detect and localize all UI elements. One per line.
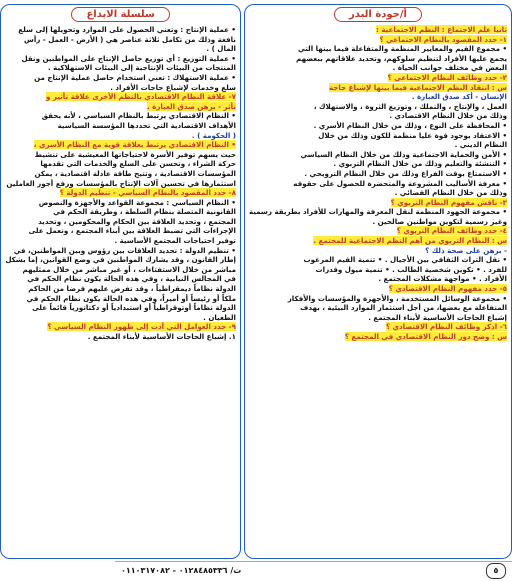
text-line-content: • نقل التراث الثقافي بين الأجيال . • تنمية القيم المرغوب [303,255,507,265]
text-line-content: س : النظام التربوي من أهم النظم الاجتماعية للمجتمع . [313,236,507,246]
text-line [5,198,236,208]
text-line [249,255,507,265]
text-line [5,63,236,73]
text-line [5,140,236,150]
text-line-content: • معرفة الأساليب المشروعة والمتحضرة للحصول على حقوقه [293,178,507,188]
text-line-content: تأثر - برهن صدق العبارة . [146,101,236,111]
text-line-content: س : وضح دور النظام الاقتصادي في المجتمع ؟ [344,332,507,341]
text-line-content: توفير احتياجات المجتمع الأساسية . [114,236,236,246]
text-line-content: حيث يسهم توفير الأسرة لاحتياجاتها المعيشية على تنشيط [34,149,236,159]
text-line-content: - برهن على صحة ذلك ؟ [425,245,507,255]
text-line-content: الإجراءات التي تضبط العلاقة بين أبناء المجتمع ، وتعمل على [28,226,236,236]
text-line-content: المتفاعلة مع بعضها، من أجل استثمار الموارد البيئية ، بهدف [300,303,507,313]
text-line-content: ٧- علاقة النظام الاقتصادي بالنظم الأخرى علاقة تأثير و [45,92,236,102]
text-line [5,217,236,227]
text-line-content: القانونية المتصلة بنظام السلطة ، وطريقة الحكم في [53,207,236,217]
text-line [5,322,236,332]
text-line [249,140,507,150]
text-line [5,54,236,64]
text-line-content: ٨- حدد المقصود بالنظام السياسي - تنظيم الدولة ؟ [59,188,236,198]
text-line-content: • الاعتقاد بوجود قوة عليا منظمة للكون وذلك من خلال [318,130,507,140]
text-line [249,226,507,236]
text-line-content: ٩- حدد العوامل التي أدت إلى ظهور النظام السياسي ؟ [47,322,236,332]
text-line-content: س : انتقاد النظم الاجتماعية فيما بينها لإشباع حاجة [328,82,507,92]
text-line-content: الطغيان . [203,312,236,322]
text-line [249,274,507,284]
text-line-content: إشباع الحاجات الأساسية لأبناء المجتمع . [368,312,507,322]
text-line [249,207,507,217]
text-line-content: الإنسان - أكد صدق العبارة . [411,92,507,102]
text-line [5,159,236,169]
text-line [5,102,236,112]
text-line-content: • التنشئة والتعليم وذلك من خلال النظام التربوي . [333,159,507,169]
text-line [249,131,507,141]
text-line-content: • مجموعة الجهود المنظمة لنقل المعرفة والمهارات للأفراد بطريقة رسمية [248,207,507,217]
text-line-content: • عملية الإنتاج : وتعني الحصول على الموارد وتحويلها إلى سلع [18,25,236,34]
text-line [5,92,236,102]
text-line-content: المجتمع ، وتحديد العلاقة بين الحكام والمحكومين ، وتحديد [38,216,236,226]
text-line [249,217,507,227]
text-line [5,332,236,342]
text-line [249,265,507,275]
right-column [244,4,512,559]
text-line [249,179,507,189]
text-line [249,25,507,35]
text-line [249,188,507,198]
text-line-content: الدولة نظاماً أوتوقراطياً أو استبدادياً أو دكتاتورياً قائماً على [32,303,236,313]
text-line-content: • الأمن والحماية الاجتماعية وذلك من خلال النظام السياسي [300,149,507,159]
text-line-content: • المحافظة على النوع ، وذلك من خلال النظام الأسري . [313,120,507,130]
text-line [5,131,236,141]
page-number: ٥ [486,563,506,579]
text-line-content: ١. إشباع الحاجات الأساسية لأبناء المجتمع . [87,332,236,341]
text-line-content: يجمع عليها الأفراد لتنظيم سلوكهم، وتحديد علاقاتهم ببعضهم [296,53,507,63]
text-line [5,121,236,131]
text-line [5,294,236,304]
text-line-content: وغير رسمية لتكوين مواطنين صالحين . [372,216,507,226]
text-line [249,332,507,342]
contact-phones: ت/ ٠١٢٨٤٨٥٣٣٦ - ٠١١٠٣١٧٠٨٢ [121,566,242,575]
text-line [249,294,507,304]
text-line [249,111,507,121]
text-line-content: ٦- اذكر وظائف النظام الاقتصادي ؟ [385,322,507,332]
worksheet-page [5,0,516,581]
text-line [249,92,507,102]
text-line-content: في المجالس النيابية ، وفي هذه الحالة يكون نظام الحكم في [27,274,236,284]
text-line [5,265,236,275]
column-body [5,25,236,342]
text-line-content: مباشر من خلال الاستفتاءات ، أو غير مباشر من خلال ممثليهم [22,264,236,274]
text-line [249,44,507,54]
text-line [5,179,236,189]
text-line-content: النظام الديني . [454,140,507,150]
text-line-content: نافعة وذلك من تكامل ثلاثة عناصر هي ( الأرض - العمل - رأس [24,34,236,44]
text-line [5,303,236,313]
text-line [249,35,507,45]
text-line [249,169,507,179]
text-line-content: • تنظيم الدولة : تحديد العلاقات بين رؤوس وبين المواطنين، في [13,245,236,255]
text-line-content: البعض في مختلف جوانب الحياة . [392,63,507,73]
text-line-content: حركة الشراء ، وتحسن على السلع والخدمات التي تقدمها [40,159,236,169]
text-line-content: إطار القانون ، وقد يشارك المواطنين في وضع القوانين، إما بشكل [5,255,236,265]
text-line [5,44,236,54]
text-line-content: • النظام السياسي : مجموعة القواعد والأجهزة والنصوص [38,197,236,207]
text-line-content: ٢- حدد وظائف النظام الاجتماعي ؟ [387,72,507,82]
text-line [249,322,507,332]
page-footer [115,561,512,579]
text-line-content: • الاستمتاع بوقت الفراغ وذلك من خلال النظام الترويحي . [304,168,507,178]
text-line-content: العمل ، والإنتاج ، والتملك ، وتوزيع الثروة ، والاستهلاك ، [313,101,507,111]
text-line [249,159,507,169]
text-line [249,83,507,93]
text-line [249,284,507,294]
text-line-content: ٤- حدد وظائف النظام التربوي ؟ [396,226,507,236]
text-line [5,207,236,217]
text-line [5,25,236,35]
text-line [5,83,236,93]
text-line-content: ملكاً أو رئيساً أو أميراً، وفي هذه الحالة يكون نظام الحكم في [26,293,236,303]
text-line [249,236,507,246]
text-line-content: • النظام الاقتصادي يرتبط بالنظام السياسي ، لأنه يحقق [41,111,236,121]
text-line [5,284,236,294]
column-header [249,7,507,22]
text-line [249,303,507,313]
left-column [0,4,241,559]
text-line-content: • مجموع القيم والمعايير المنظمة والمتفاعلة فيما بينها التي [297,44,507,54]
text-line-content: وذلك من خلال النظام القضائي . [394,188,507,198]
text-line [5,255,236,265]
text-line [5,35,236,45]
text-line-content: ١- حدد المقصود بالنظام الاجتماعي ؟ [379,34,507,44]
column-title: سلسلة الابداع [71,7,169,22]
text-line [5,169,236,179]
text-line-content: ثانيا علم الاجتماع : النظم الاجتماعية : [376,25,507,34]
text-line-content: الأهداف الاقتصادية التي تحددها المؤسسة السياسية [57,120,236,130]
text-line-content: • النظام الاقتصادي يرتبط بعلاقة قوية مع النظام الأسري ، [33,140,236,150]
column-title: أ/جودة البدر [334,7,422,22]
text-line-content: استثمارها في تحسين آلات الإنتاج بالمؤسسات ورفع أجور العاملين [6,178,236,188]
text-line [5,111,236,121]
text-line [5,274,236,284]
text-line [249,73,507,83]
text-line-content: • عملية الاستهلاك : تعني استخدام حاصل عملية الإنتاج من [34,72,236,82]
text-line-content: • مجموعة الوسائل المستخدمة ، والأجهزة والمؤسسات والأفكار [287,293,507,303]
text-line-content: ٥- حدد مفهوم النظام الاقتصادي ؟ [388,284,507,294]
text-line-content: • عملية التوزيع : أي توزيع حاصل الإنتاج على المواطنين ونقل [21,53,236,63]
text-line-content: المال ) . [206,44,236,54]
text-line [5,246,236,256]
text-line-content: ( الحكومة ) . [191,130,236,140]
text-line [249,63,507,73]
text-line [249,246,507,256]
columns-container [5,4,512,559]
text-line-content: ٣- ناقش مفهوم النظام التربوي ؟ [390,197,507,207]
column-header [5,7,236,22]
text-line [249,150,507,160]
text-line [5,73,236,83]
text-line-content: المؤسسات الاقتصادية ، وتتيح طاقة عادلة اقتصادية ، يمكن [34,168,236,178]
text-line [249,102,507,112]
text-line [5,226,236,236]
text-line [249,313,507,323]
text-line [249,121,507,131]
text-line [5,188,236,198]
text-line-content: المنتجات من البيئات الإنتاجية إلى البيئات الاستهلاكية . [48,63,236,73]
text-line-content: وذلك من خلال النظام الاقتصادي . [389,111,507,121]
text-line [5,236,236,246]
text-line-content: الدولة نظاماً ديمقراطياً ، وقد تفرض عليهم قرضا من الحاكم [28,284,236,294]
text-line-content: للفرد . • تكوين شخصية الطالب . • تنمية ميول وقدرات [315,264,507,274]
text-line-content: سلع وخدمات لإشباع حاجات الأفراد . [110,82,236,92]
column-body [249,25,507,342]
text-line [5,313,236,323]
text-line [249,198,507,208]
text-line [5,150,236,160]
text-line-content: الأفراد . • مواجهة مشكلات المجتمع . [378,274,507,284]
text-line [249,54,507,64]
